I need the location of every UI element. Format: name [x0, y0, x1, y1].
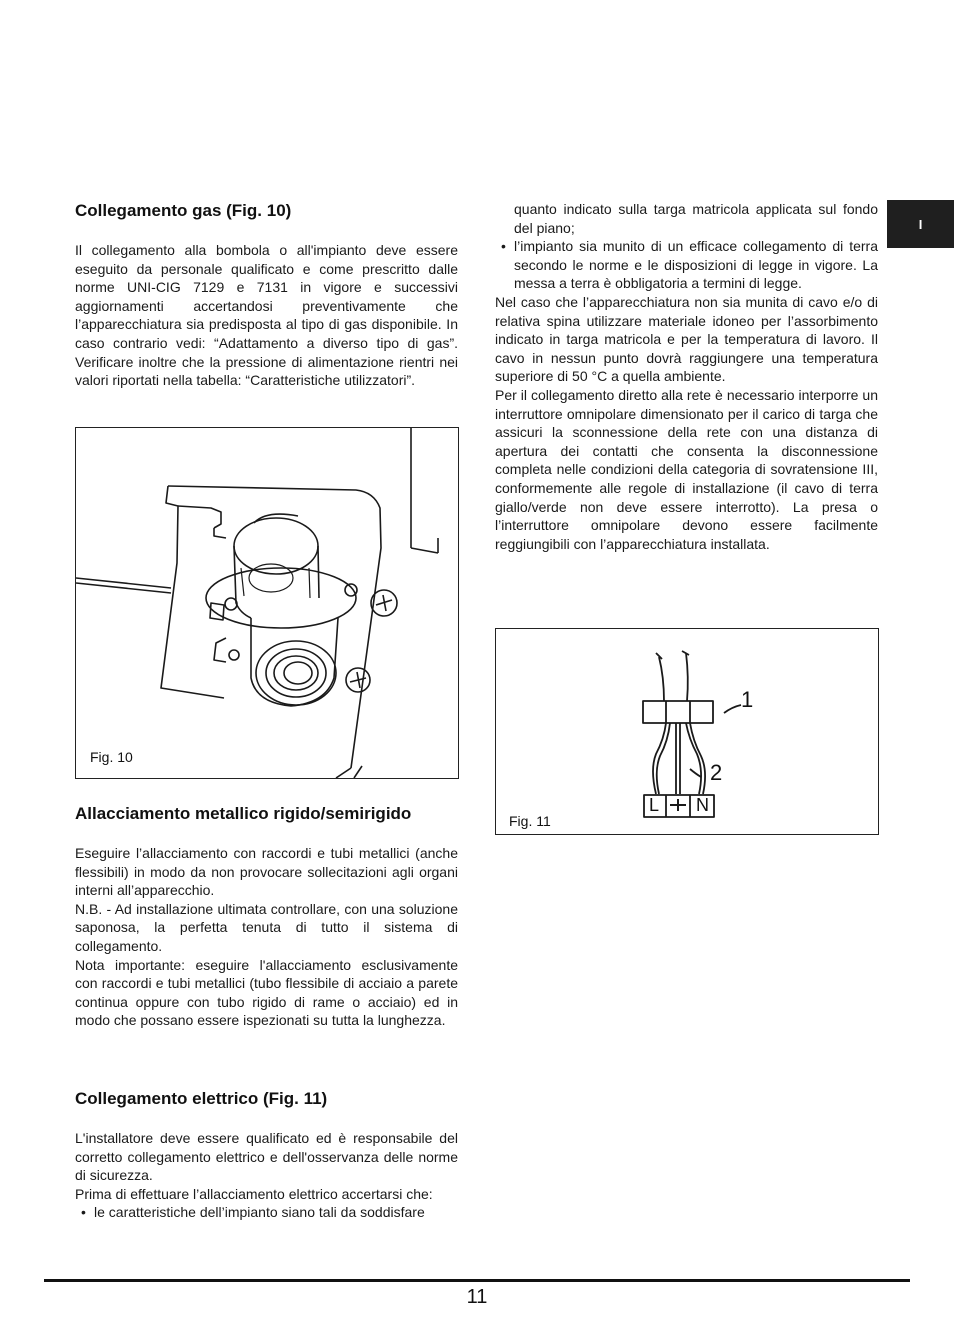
left-column: [75, 200, 458, 390]
page-number: 11: [466, 1286, 488, 1308]
terminal-l-label: L: [649, 795, 660, 815]
elec-p2: Prima di effettuare l’allacciamento elettrico accertarsi che:: [75, 1185, 433, 1202]
gas-heading: Collegamento gas (Fig. 10): [75, 201, 292, 220]
language-tab-label: I: [918, 216, 923, 232]
switch-paragraph: Per il collegamento diretto alla rete è necessario interporre un interruttore omnipolare dimensionato per il carico di targa che assicuri la sconnessione della rete con una distanza di apertura dei contatti che consenta la disconnessione completa nelle condizioni della categoria di sovratensione III, conformemente alle regole di installazione (il cavo di terra giallo/verde non deve essere interrotto). La presa o l’interruttore omnipolare devono essere facilmente reggiungibili con l’apparecchiatura installata.: [495, 386, 878, 552]
language-tab: [887, 200, 954, 248]
elec-bullet-1-continued: quanto indicato sulla targa matricola applicata sul fondo del piano;: [514, 201, 878, 236]
right-column: [495, 200, 878, 553]
fig10-caption: Fig. 10: [90, 749, 133, 765]
fig11-caption: Fig. 11: [509, 813, 551, 829]
metal-heading: Allacciamento metallico rigido/semirigido: [75, 804, 412, 823]
fig10-box: [75, 427, 459, 779]
metal-p3: Nota importante: eseguire l'allacciamento esclusivamente con raccordi e tubi metallici (tubo flessibile di acciaio a parete continua oppure con tubo rigido di rame o acciaio) ed in modo che possano essere ispezionati su tutta la lunghezza.: [75, 956, 458, 1029]
elec-bullets-left: [75, 1203, 458, 1222]
elec-section: [75, 1088, 458, 1222]
metal-p2: N.B. - Ad installazione ultimata controllare, con una soluzione saponosa, la perfetta tenuta di tutto il sistema di collegamento.: [75, 900, 458, 954]
metal-section: [75, 803, 458, 1030]
fig11-label-1: 1: [741, 687, 754, 712]
elec-bullets-right: [495, 237, 878, 293]
gas-body: Il collegamento alla bombola o all'impianto deve essere eseguito da personale qualificato e come prescritto dalle norme UNI-CIG 7129 e 7131 in vigore e successivi aggiornamenti accertandosi preventivamente che l’apparecchiatura sia predisposta al tipo di gas disponibile. In caso contrario vedi: “Adattamento a diverso tipo di gas”. Verificare inoltre che la pressione di alimentazione rientri nei valori riportati nella tabella: “Caratteristiche utilizzatori”.: [75, 242, 458, 389]
terminal-n-label: N: [696, 795, 709, 815]
fig11-label-2: 2: [710, 760, 723, 785]
fig11-box: [495, 628, 879, 835]
elec-heading: Collegamento elettrico (Fig. 11): [75, 1089, 328, 1108]
wiring-terminal-illustration: [496, 629, 878, 834]
metal-p1: Eseguire l’allacciamento con raccordi e tubi metallici (anche flessibili) in modo da non provocare sollecitazioni agli organi interni all’apparecchio.: [75, 845, 458, 899]
elec-bullet-2: • l’impianto sia munito di un efficace collegamento di terra secondo le norme e le disposizioni di legge in vigore. La messa a terra è obbligatoria a termini di legge.: [495, 237, 878, 293]
elec-p1: L'installatore deve essere qualificato ed è responsabile del corretto collegamento elettrico e dell'osservanza delle norme di sicurezza.: [75, 1130, 458, 1184]
cable-paragraph: Nel caso che l’apparecchiatura non sia munita di cavo e/o di relativa spina utilizzare materiale idoneo per l’assorbimento indicato in targa matricola e per la temperatura di lavoro. Il cavo in nessun punto dovrà raggiungere una temperatura superiore di 50 °C a quella ambiente.: [495, 293, 878, 385]
footer-rule: [44, 1279, 910, 1282]
gas-connector-illustration: [76, 428, 458, 778]
elec-bullet-1: • le caratteristiche dell’impianto siano tali da soddisfare: [75, 1203, 458, 1222]
